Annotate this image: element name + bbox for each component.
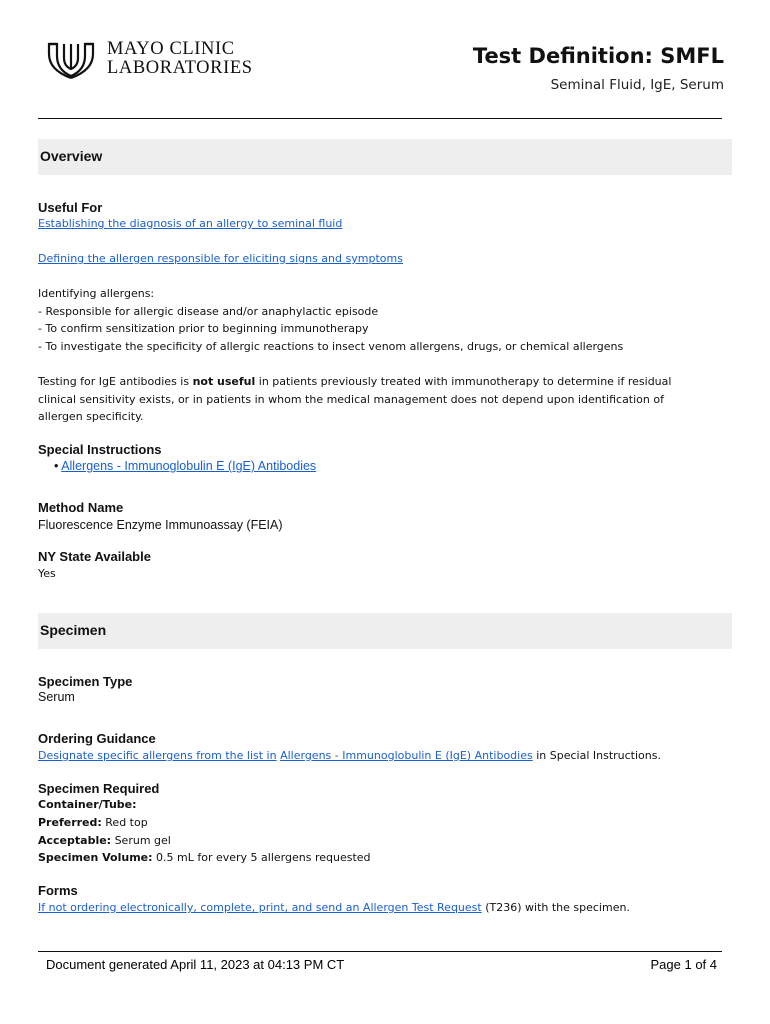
logo-line-1: MAYO CLINIC (107, 39, 235, 59)
identifying-bullet-2: - To confirm sensitization prior to beginning immunotherapy (38, 322, 369, 335)
page-subtitle: Seminal Fluid, IgE, Serum (550, 77, 724, 93)
mayo-clinic-logo (45, 40, 275, 82)
acceptable-line: Acceptable: Serum gel (38, 834, 171, 847)
specimen-required-heading: Specimen Required (38, 781, 160, 796)
ordering-guidance-heading: Ordering Guidance (38, 731, 156, 746)
mayo-shield-icon (45, 40, 97, 80)
special-instructions-item (54, 459, 316, 473)
forms-text: If not ordering electronically, complete, print, and send an Allergen Test Request (T236) with the specimen. (38, 901, 630, 914)
forms-heading: Forms (38, 883, 78, 898)
page-title: Test Definition: SMFL (472, 44, 724, 68)
document-generated-timestamp: Document generated April 11, 2023 at 04:13 PM CT (46, 957, 345, 972)
useful-for-link-2[interactable]: Defining the allergen responsible for eliciting signs and symptoms (38, 252, 403, 265)
ordering-guidance-text: Designate specific allergens from the list in Allergens - Immunoglobulin E (IgE) Antibodies in Special Instructions. (38, 749, 661, 762)
page-number: Page 1 of 4 (650, 957, 717, 972)
specimen-type-heading: Specimen Type (38, 674, 133, 689)
logo-line-2: LABORATORIES (107, 58, 253, 78)
method-name-value: Fluorescence Enzyme Immunoassay (FEIA) (38, 518, 283, 532)
forms-link[interactable]: If not ordering electronically, complete, print, and send an Allergen Test Request (38, 901, 482, 914)
container-tube-label: Container/Tube: (38, 798, 137, 811)
not-useful-emphasis: not useful (192, 375, 256, 388)
overview-section-header (38, 139, 732, 175)
identifying-allergens-label: Identifying allergens: (38, 287, 155, 300)
header-divider (38, 118, 722, 119)
testing-note-line-3: allergen specificity. (38, 410, 144, 423)
testing-note-line-2: clinical sensitivity exists, or in patients in whom the medical management does not depend upon identification of (38, 393, 664, 406)
specimen-volume-line: Specimen Volume: 0.5 mL for every 5 allergens requested (38, 851, 371, 864)
ordering-guidance-link-1[interactable]: Designate specific allergens from the list in (38, 749, 277, 762)
useful-for-heading: Useful For (38, 200, 103, 215)
specimen-section-header (38, 613, 732, 649)
ordering-guidance-link-2[interactable]: Allergens - Immunoglobulin E (IgE) Antibodies (280, 749, 533, 762)
identifying-bullet-1: - Responsible for allergic disease and/or anaphylactic episode (38, 305, 379, 318)
method-name-heading: Method Name (38, 500, 124, 515)
overview-section-title: Overview (40, 148, 103, 164)
ny-state-value: Yes (38, 567, 56, 580)
testing-note-line-1: Testing for IgE antibodies is not useful in patients previously treated with immunotherapy to determine if residual (38, 375, 672, 388)
specimen-type-value: Serum (38, 690, 75, 704)
identifying-bullet-3: - To investigate the specificity of allergic reactions to insect venom allergens, drugs, or chemical allergens (38, 340, 624, 353)
bullet-icon: • (54, 459, 59, 473)
special-instructions-heading: Special Instructions (38, 442, 162, 457)
ny-state-heading: NY State Available (38, 549, 151, 564)
footer-divider (38, 951, 722, 952)
special-instructions-link[interactable]: Allergens - Immunoglobulin E (IgE) Antibodies (61, 459, 317, 473)
preferred-line: Preferred: Red top (38, 816, 148, 829)
useful-for-link-1[interactable]: Establishing the diagnosis of an allergy to seminal fluid (38, 217, 343, 230)
specimen-section-title: Specimen (40, 622, 107, 638)
